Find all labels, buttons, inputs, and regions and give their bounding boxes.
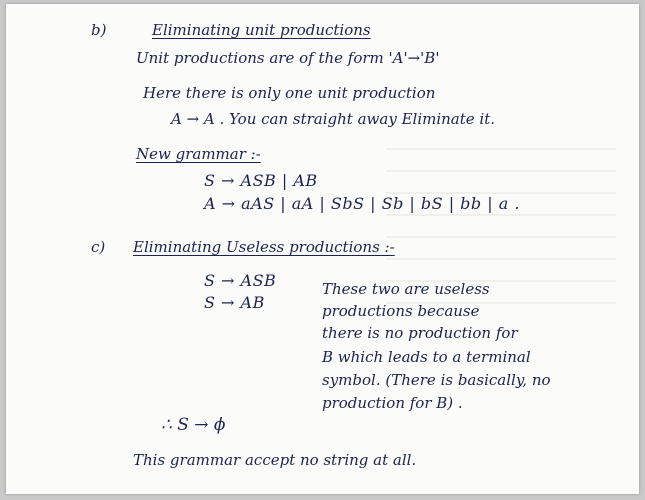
note-line: symbol. (There is basically, no xyxy=(322,371,551,389)
unit-production-count: Here there is only one unit production xyxy=(143,84,436,102)
conclusion-empty-set: ∴ S → ϕ xyxy=(161,415,226,435)
final-statement: This grammar accept no string at all. xyxy=(133,451,417,469)
grammar-rule-a: A → aAS | aA | SbS | Sb | bS | bb | a . xyxy=(204,194,520,213)
note-line: there is no production for xyxy=(322,324,518,342)
section-b-label: b) xyxy=(91,21,107,39)
eliminate-instruction: A → A . You can straight away Eliminate it. xyxy=(171,110,496,128)
section-c-heading: Eliminating Useless productions :- xyxy=(133,238,395,256)
useless-rule-1: S → ASB xyxy=(204,271,277,290)
grammar-rule-s: S → ASB | AB xyxy=(204,171,318,190)
unit-productions-definition: Unit productions are of the form 'A'→'B' xyxy=(136,49,440,67)
note-line: These two are useless xyxy=(322,280,490,298)
note-line: B which leads to a terminal xyxy=(322,348,531,366)
section-b-heading: Eliminating unit productions xyxy=(152,21,371,39)
section-c-label: c) xyxy=(91,238,106,256)
note-line: production for B) . xyxy=(322,394,463,412)
useless-rule-2: S → AB xyxy=(204,293,265,312)
notebook-page xyxy=(6,4,639,494)
new-grammar-label: New grammar :- xyxy=(136,145,261,163)
note-line: productions because xyxy=(322,302,480,320)
